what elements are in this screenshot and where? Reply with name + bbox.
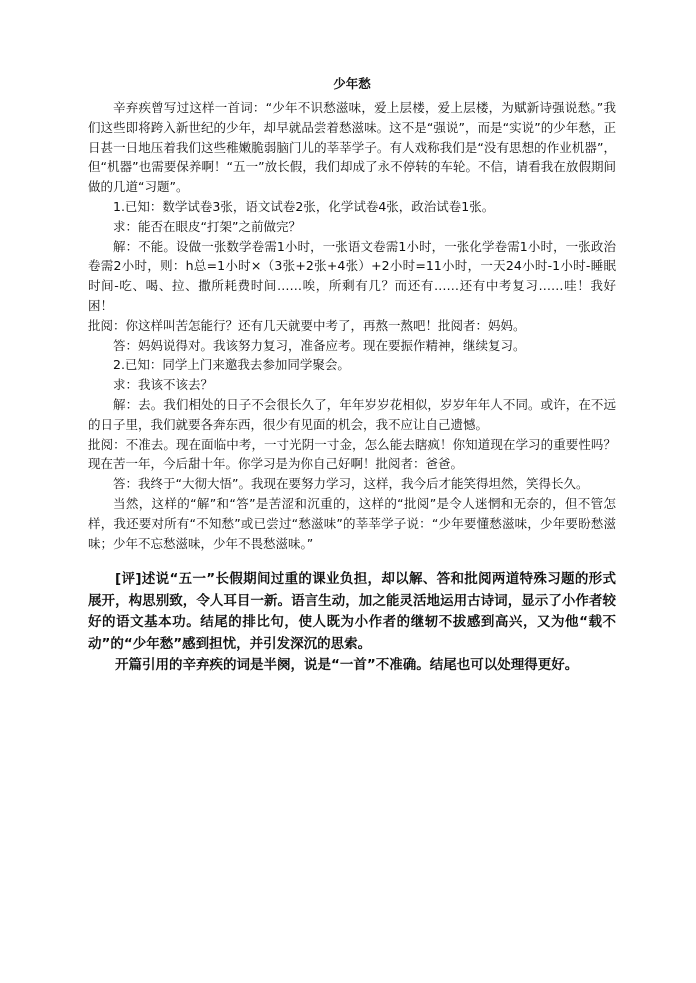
essay-paragraph: 求：能否在眼皮“打架”之前做完？	[113, 218, 301, 234]
essay-paragraph: 答：我终于“大彻大悟”。我现在要努力学习，这样，我今后才能笑得坦然，笑得长久。	[113, 476, 589, 492]
essay-paragraph: 辛弃疾曾写过这样一首词：“少年不识愁滋味，爱上层楼，爱上层楼，为赋新诗强说愁。”我们这些即将跨入新世纪的少年，却早就品尝着愁滋味。这不是“强说”，而是“实说”的少年愁，正日甚一日地压着我们这些稚嫩脆弱脑门儿的莘莘学子。有人戏称我们是“没有思想的作业机器”，但“机器”也需要保养啊！“五一”放长假，我们却成了永不停转的车轮。不信，请看我在放假期间做的几道“习题”。	[88, 100, 616, 195]
essay-paragraph: 解：不能。设做一张数学卷需1小时，一张语文卷需1小时，一张化学卷需1小时，一张政治卷需2小时，则：h总=1小时×（3张+2张+4张）+2小时=11小时，一天24小时-1小时-睡眠时间-吃、喝、拉、撒所耗费时间……唉，所剩有几？而还有……还有中考复习……哇！我好困！	[88, 238, 616, 313]
essay-paragraph: 批阅：不准去。现在面临中考，一寸光阴一寸金，怎么能去瞎疯！你知道现在学习的重要性吗？现在苦一年，今后甜十年。你学习是为你自己好啊！批阅者：爸爸。	[88, 436, 616, 472]
teacher-comment	[88, 569, 616, 677]
essay-paragraph: 解：去。我们相处的日子不会很长久了，年年岁岁花相似，岁岁年年人不同。或许，在不远的日子里，我们就要各奔东西，很少有见面的机会，我不应让自己遗憾。	[88, 396, 616, 432]
essay-paragraph: 批阅：你这样叫苦怎能行？还有几天就要中考了，再熬一熬吧！批阅者：妈妈。	[88, 317, 526, 333]
comment-paragraph: 开篇引用的辛弃疾的词是半阕，说是“一首”不准确。结尾也可以处理得更好。	[115, 657, 579, 674]
essay-paragraph: 1.已知：数学试卷3张，语文试卷2张，化学试卷4张，政治试卷1张。	[113, 198, 495, 214]
essay-paragraph: 当然，这样的“解”和“答”是苦涩和沉重的，这样的“批阅”是令人迷惘和无奈的，但不管怎样，我还要对所有“不知愁”或已尝过“愁滋味”的莘莘学子说：“少年要懂愁滋味，少年要盼愁滋味；少年不忘愁滋味，少年不畏愁滋味。”	[88, 495, 616, 551]
essay-paragraph: 答：妈妈说得对。我该努力复习，准备应考。现在要振作精神，继续复习。	[113, 337, 526, 353]
essay-body	[88, 98, 616, 553]
essay-paragraph: 求：我该不该去？	[113, 377, 214, 393]
essay-paragraph: 2.已知：同学上门来邀我去参加同学聚会。	[113, 357, 350, 373]
comment-paragraph: [评]述说“五一”长假期间过重的课业负担，却以解、答和批阅两道特殊习题的形式展开，构思别致，令人耳目一新。语言生动，加之能灵活地运用古诗词，显示了小作者较好的语文基本功。结尾的排比句，使人既为小作者的继轫不拔感到高兴，又为他“载不动”的“少年愁”感到担忧，并引发深沉的思索。	[88, 571, 616, 652]
essay-title: 少年愁	[333, 76, 371, 91]
